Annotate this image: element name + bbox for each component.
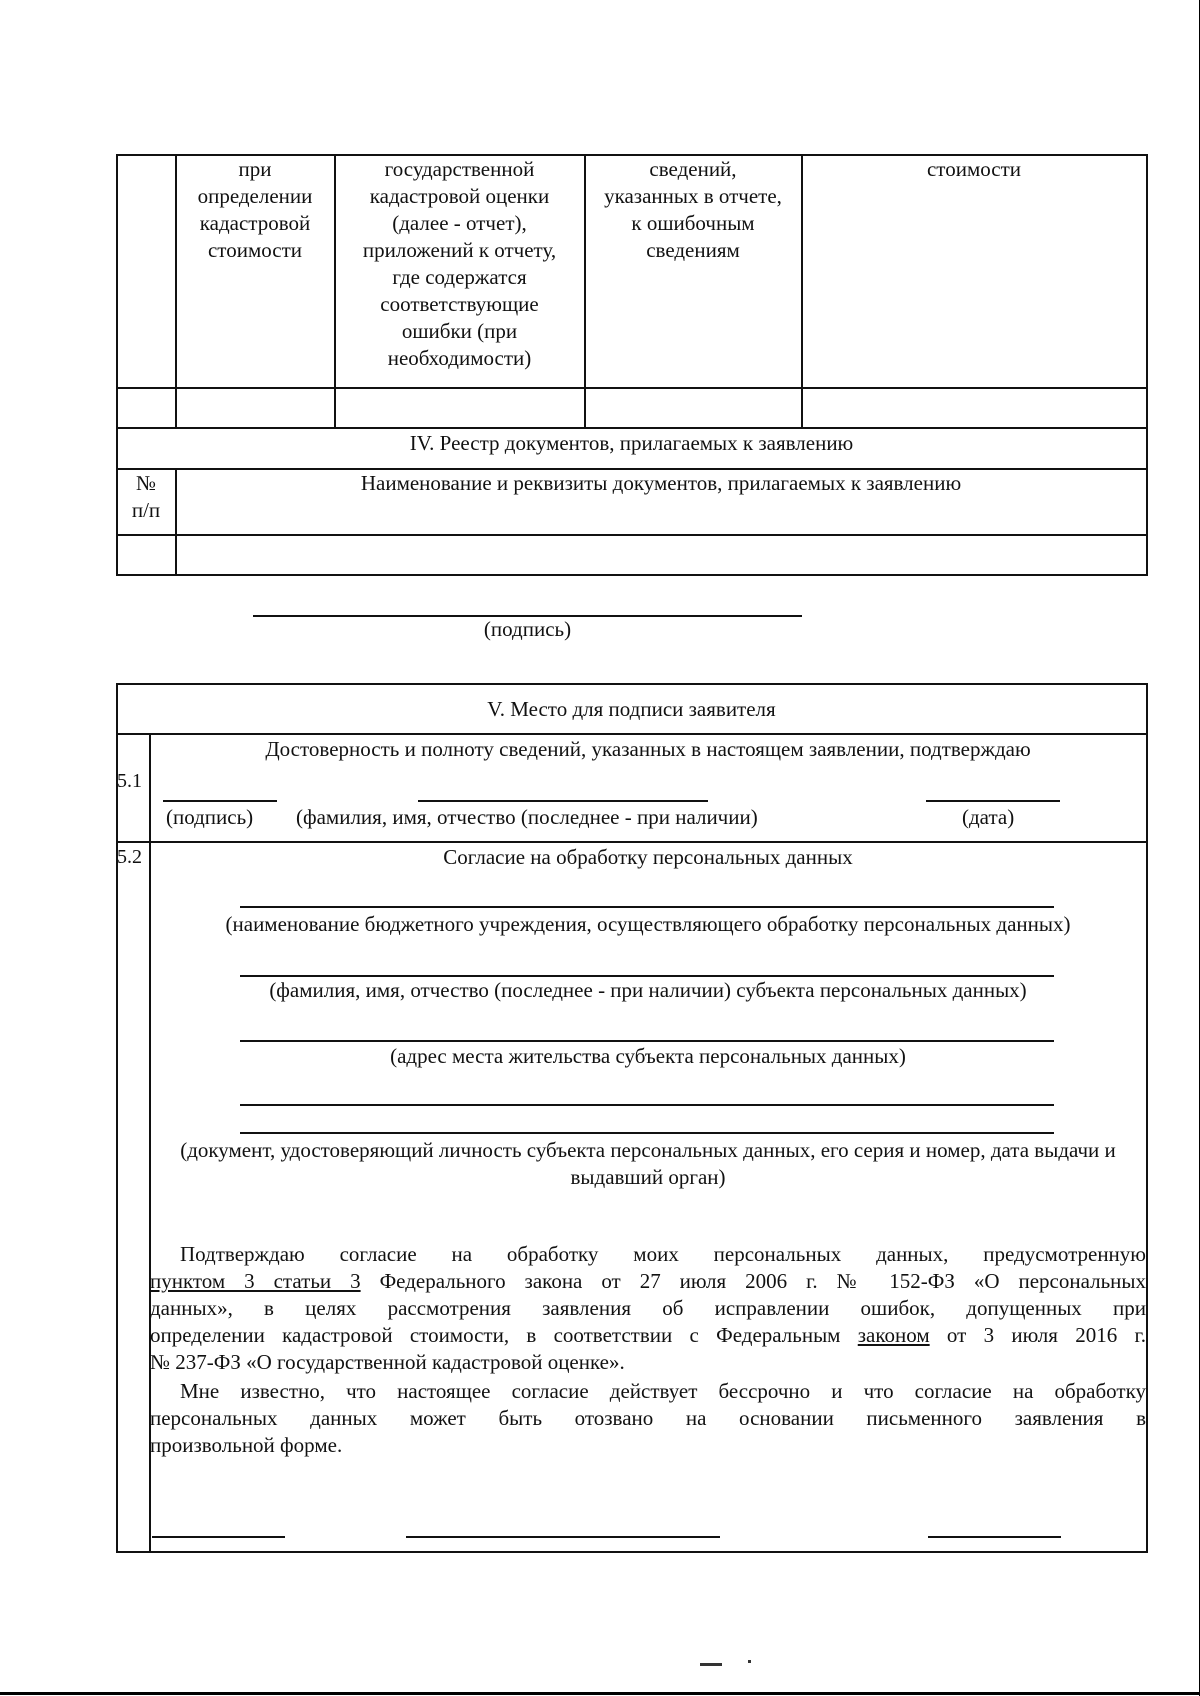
consent-signature-field[interactable] [152, 1536, 285, 1538]
subject-address-label: (адрес места жительства субъекта персональных данных) [390, 1044, 906, 1068]
revocation-paragraph-line-2: персональных данных может быть отозвано на основании письменного заявления в [150, 1406, 1146, 1430]
row-number-5-1: 5.1 [117, 770, 142, 792]
table-header-col5: стоимости [926, 157, 1021, 181]
revocation-paragraph-line-1: Мне известно, что настоящее согласие действует бессрочно и что согласие на обработку [180, 1379, 1146, 1403]
full-name-field[interactable] [418, 800, 708, 802]
consent-paragraph-line-1: Подтверждаю согласие на обработку моих персональных данных, предусмотренную [180, 1242, 1146, 1266]
consent-paragraph-line-2 [150, 1268, 1146, 1295]
date-field-label: (дата) [962, 805, 1015, 829]
subject-name-label: (фамилия, имя, отчество (последнее - при наличии) субъекта персональных данных) [269, 978, 1027, 1002]
revocation-paragraph-line-3: произвольной форме. [150, 1433, 343, 1457]
identity-document-field-line-2[interactable] [240, 1132, 1054, 1134]
consent-paragraph-line-2-text: Федерального закона от 27 июля 2006 г. № 152-ФЗ «О персональных [360, 1269, 1146, 1293]
law-article-link[interactable]: пунктом 3 статьи 3 [150, 1269, 361, 1293]
identity-document-label: (документ, удостоверяющий личность субъекта персональных данных, его серия и номер, дата выдачи и выдавший орган) [180, 1138, 1116, 1189]
institution-name-field[interactable] [240, 906, 1054, 908]
consent-date-field[interactable] [928, 1536, 1061, 1538]
table-header-col3: государственной кадастровой оценки (далее - отчет), приложений к отчету, где содержатся соответствующие ошибки (при необходимости) [362, 157, 557, 370]
consent-paragraph-line-4 [150, 1322, 1146, 1349]
signature-field-label: (подпись) [166, 805, 254, 829]
number-column-header: № п/п [131, 471, 161, 522]
page-number-dot [748, 1660, 751, 1663]
full-name-field-label: (фамилия, имя, отчество (последнее - при наличии) [296, 805, 758, 829]
signature-field[interactable] [163, 800, 277, 802]
institution-name-label: (наименование бюджетного учреждения, осуществляющего обработку персональных данных) [225, 912, 1071, 936]
consent-title: Согласие на обработку персональных данных [443, 845, 853, 869]
signature-label: (подпись) [483, 617, 572, 641]
section-5-title: V. Место для подписи заявителя [487, 697, 776, 721]
federal-law-link[interactable]: законом [857, 1323, 930, 1347]
consent-paragraph-line-3: данных», в целях рассмотрения заявления об исправлении ошибок, допущенных при [150, 1296, 1146, 1320]
subject-address-field[interactable] [240, 1040, 1054, 1042]
page-border-bottom [0, 1692, 1200, 1695]
table-header-col4: сведений, указанных в отчете, к ошибочным сведениям [604, 157, 782, 262]
page-number-mark [700, 1663, 722, 1666]
identity-document-field-line-1[interactable] [240, 1104, 1054, 1106]
consent-paragraph-line-5: № 237-ФЗ «О государственной кадастровой оценке». [150, 1350, 625, 1374]
consent-paragraph-line-4a: определении кадастровой стоимости, в соответствии с Федеральным [150, 1323, 858, 1347]
row-number-5-2: 5.2 [117, 846, 142, 868]
table-header-col2: при определении кадастровой стоимости [197, 157, 313, 262]
confirmation-text: Достоверность и полноту сведений, указанных в настоящем заявлении, подтверждаю [265, 737, 1031, 761]
section-4-title: IV. Реестр документов, прилагаемых к заявлению [409, 431, 854, 455]
consent-full-name-field[interactable] [406, 1536, 720, 1538]
date-field[interactable] [926, 800, 1060, 802]
consent-paragraph-line-4b: от 3 июля 2016 г. [929, 1323, 1146, 1347]
documents-column-header: Наименование и реквизиты документов, прилагаемых к заявлению [360, 471, 962, 495]
